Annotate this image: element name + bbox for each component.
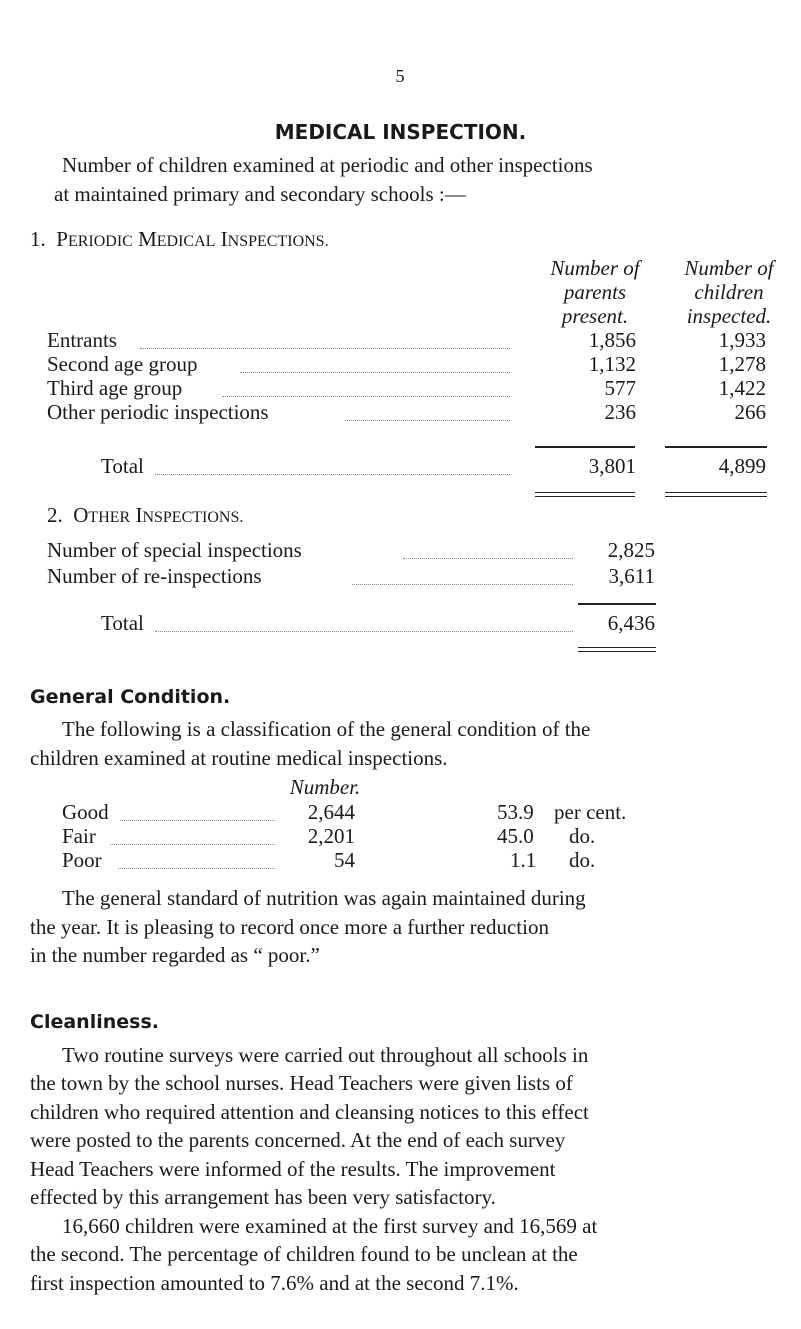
- leader-dots: [345, 420, 510, 421]
- intro-line-2: at maintained primary and secondary schools :—: [54, 182, 466, 206]
- total-label: Total: [101, 611, 144, 635]
- row-label: Number of re-inspections: [47, 564, 262, 588]
- row-value: 3,611: [608, 564, 655, 588]
- gc-row-percent: 53.9: [497, 800, 534, 824]
- cl-para-line-7: 16,660 children were examined at the first survey and 16,569 at: [62, 1214, 598, 1238]
- gc-row-unit: per cent.: [554, 800, 627, 824]
- total-parents: 3,801: [588, 454, 636, 478]
- cl-para-line-3: children who required attention and cleansing notices to this effect: [30, 1100, 589, 1124]
- gc-para-line-3: in the number regarded as “ poor.”: [30, 943, 320, 967]
- gc-intro-line-2: children examined at routine medical inspections.: [30, 746, 448, 770]
- leader-dots: [240, 372, 510, 373]
- subtotal-rule: [535, 446, 635, 448]
- gc-row-percent: 45.0: [497, 824, 534, 848]
- leader-dots: [155, 474, 510, 475]
- row-parents: 577: [604, 376, 636, 400]
- row-label: Entrants: [47, 328, 117, 352]
- leader-dots: [403, 558, 573, 559]
- section2-heading: 2. OTHER INSPECTIONS.: [47, 503, 244, 527]
- leader-dots: [140, 348, 510, 349]
- double-rule: [535, 492, 635, 497]
- gc-number-header: Number.: [289, 775, 361, 799]
- gc-row-number: 2,644: [307, 800, 355, 824]
- row-parents: 1,856: [588, 328, 636, 352]
- subtotal-rule: [665, 446, 767, 448]
- cl-para-line-5: Head Teachers were informed of the results. The improvement: [30, 1157, 556, 1181]
- leader-dots: [222, 396, 510, 397]
- gc-para-line-1: The general standard of nutrition was again maintained during: [62, 886, 586, 910]
- col-header-children: Number of children inspected.: [684, 256, 774, 328]
- page-title: MEDICAL INSPECTION.: [274, 120, 527, 144]
- total-value: 6,436: [607, 611, 655, 635]
- row-value: 2,825: [607, 538, 655, 562]
- gc-row-number: 2,201: [307, 824, 355, 848]
- row-parents: 236: [604, 400, 636, 424]
- gc-row-label: Good: [62, 800, 109, 824]
- leader-dots: [120, 820, 275, 821]
- col-header-parents: Number of parents present.: [550, 256, 640, 328]
- row-children: 1,933: [718, 328, 766, 352]
- leader-dots: [118, 868, 275, 869]
- cl-para-line-4: were posted to the parents concerned. At the end of each survey: [30, 1128, 566, 1152]
- gc-intro-line-1: The following is a classification of the general condition of the: [62, 717, 591, 741]
- cl-para-line-8: the second. The percentage of children found to be unclean at the: [30, 1242, 578, 1266]
- section1-heading: 1. PERIODIC MEDICAL INSPECTIONS.: [30, 227, 329, 251]
- leader-dots: [110, 844, 275, 845]
- row-children: 266: [734, 400, 766, 424]
- cleanliness-heading: Cleanliness.: [30, 1011, 159, 1033]
- gc-row-percent: 1.1: [510, 848, 537, 872]
- double-rule: [665, 492, 767, 497]
- row-label: Number of special inspections: [47, 538, 302, 562]
- leader-dots: [155, 631, 573, 632]
- gc-row-unit: do.: [569, 848, 596, 872]
- gc-row-unit: do.: [569, 824, 596, 848]
- row-label: Third age group: [47, 376, 183, 400]
- double-rule: [578, 647, 656, 652]
- row-children: 1,422: [718, 376, 766, 400]
- cl-para-line-1: Two routine surveys were carried out throughout all schools in: [62, 1043, 589, 1067]
- row-label: Second age group: [47, 352, 198, 376]
- cl-para-line-6: effected by this arrangement has been very satisfactory.: [30, 1185, 496, 1209]
- page-number: 5: [395, 66, 405, 86]
- total-children: 4,899: [718, 454, 766, 478]
- total-label: Total: [101, 454, 144, 478]
- leader-dots: [352, 584, 573, 585]
- row-parents: 1,132: [588, 352, 636, 376]
- cl-para-line-9: first inspection amounted to 7.6% and at the second 7.1%.: [30, 1271, 519, 1295]
- subtotal-rule: [578, 603, 656, 605]
- intro-line-1: Number of children examined at periodic and other inspections: [62, 153, 593, 177]
- gc-row-label: Fair: [62, 824, 96, 848]
- row-children: 1,278: [718, 352, 766, 376]
- gc-row-label: Poor: [62, 848, 102, 872]
- cl-para-line-2: the town by the school nurses. Head Teachers were given lists of: [30, 1071, 573, 1095]
- gc-row-number: 54: [334, 848, 355, 872]
- general-condition-heading: General Condition.: [30, 686, 231, 708]
- gc-para-line-2: the year. It is pleasing to record once more a further reduction: [30, 915, 549, 939]
- row-label: Other periodic inspections: [47, 400, 269, 424]
